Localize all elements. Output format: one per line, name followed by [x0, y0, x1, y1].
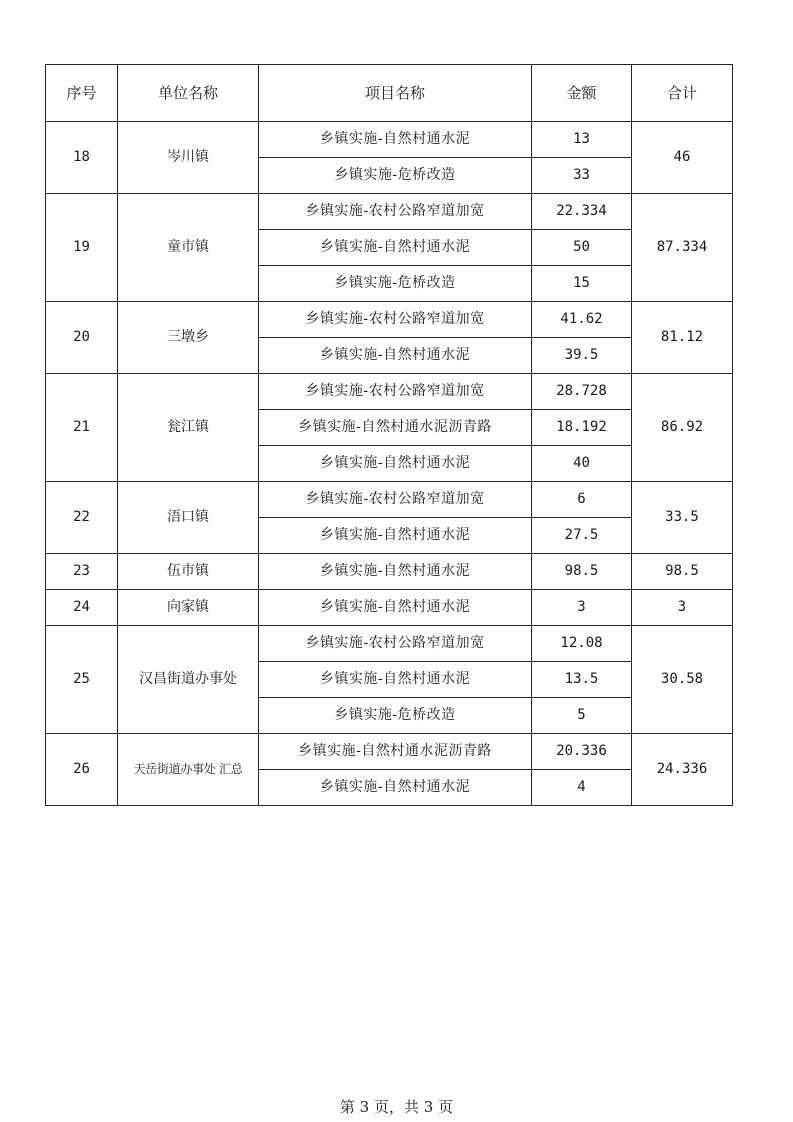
- unit-name-cell: 伍市镇: [118, 554, 259, 590]
- amount-cell: 4: [532, 770, 632, 806]
- header-total: 合计: [632, 65, 733, 122]
- amount-cell: 40: [532, 446, 632, 482]
- amount-cell: 3: [532, 590, 632, 626]
- total-cell: 24.336: [632, 734, 733, 806]
- amount-cell: 18.192: [532, 410, 632, 446]
- project-name-cell: 乡镇实施-自然村通水泥: [259, 518, 532, 554]
- total-cell: 46: [632, 122, 733, 194]
- seq-cell: 25: [46, 626, 118, 734]
- seq-cell: 18: [46, 122, 118, 194]
- project-name-cell: 乡镇实施-自然村通水泥: [259, 230, 532, 266]
- table-row: [46, 302, 733, 338]
- project-name-cell: 乡镇实施-农村公路窄道加宽: [259, 302, 532, 338]
- unit-name-cell: 岑川镇: [118, 122, 259, 194]
- seq-cell: 19: [46, 194, 118, 302]
- project-name-cell: 乡镇实施-自然村通水泥: [259, 662, 532, 698]
- unit-name-cell: 瓮江镇: [118, 374, 259, 482]
- amount-cell: 13.5: [532, 662, 632, 698]
- total-cell: 33.5: [632, 482, 733, 554]
- amount-cell: 20.336: [532, 734, 632, 770]
- unit-name-cell: 汉昌街道办事处: [118, 626, 259, 734]
- project-name-cell: 乡镇实施-农村公路窄道加宽: [259, 626, 532, 662]
- project-name-cell: 乡镇实施-农村公路窄道加宽: [259, 194, 532, 230]
- amount-cell: 12.08: [532, 626, 632, 662]
- project-name-cell: 乡镇实施-自然村通水泥: [259, 338, 532, 374]
- project-name-cell: 乡镇实施-自然村通水泥: [259, 554, 532, 590]
- funding-table: [45, 64, 733, 806]
- seq-cell: 24: [46, 590, 118, 626]
- unit-name-cell: 浯口镇: [118, 482, 259, 554]
- project-name-cell: 乡镇实施-自然村通水泥: [259, 770, 532, 806]
- amount-cell: 33: [532, 158, 632, 194]
- amount-cell: 41.62: [532, 302, 632, 338]
- project-name-cell: 乡镇实施-自然村通水泥沥青路: [259, 410, 532, 446]
- seq-cell: 20: [46, 302, 118, 374]
- project-name-cell: 乡镇实施-自然村通水泥: [259, 590, 532, 626]
- header-project: 项目名称: [259, 65, 532, 122]
- amount-cell: 13: [532, 122, 632, 158]
- project-name-cell: 乡镇实施-农村公路窄道加宽: [259, 374, 532, 410]
- table-row: [46, 194, 733, 230]
- seq-cell: 22: [46, 482, 118, 554]
- seq-cell: 21: [46, 374, 118, 482]
- unit-name-cell: 天岳街道办事处 汇总: [118, 734, 259, 806]
- table-body: [46, 122, 733, 806]
- amount-cell: 6: [532, 482, 632, 518]
- amount-cell: 5: [532, 698, 632, 734]
- total-cell: 86.92: [632, 374, 733, 482]
- amount-cell: 22.334: [532, 194, 632, 230]
- table-row: [46, 554, 733, 590]
- total-cell: 3: [632, 590, 733, 626]
- table-row: [46, 374, 733, 410]
- project-name-cell: 乡镇实施-农村公路窄道加宽: [259, 482, 532, 518]
- amount-cell: 39.5: [532, 338, 632, 374]
- table-row: [46, 590, 733, 626]
- seq-cell: 23: [46, 554, 118, 590]
- project-name-cell: 乡镇实施-自然村通水泥: [259, 446, 532, 482]
- project-name-cell: 乡镇实施-自然村通水泥: [259, 122, 532, 158]
- amount-cell: 15: [532, 266, 632, 302]
- table-row: [46, 482, 733, 518]
- project-name-cell: 乡镇实施-危桥改造: [259, 158, 532, 194]
- total-cell: 87.334: [632, 194, 733, 302]
- header-unit: 单位名称: [118, 65, 259, 122]
- amount-cell: 50: [532, 230, 632, 266]
- total-cell: 30.58: [632, 626, 733, 734]
- table-header-row: [46, 65, 733, 122]
- project-name-cell: 乡镇实施-危桥改造: [259, 698, 532, 734]
- total-cell: 98.5: [632, 554, 733, 590]
- unit-name-cell: 童市镇: [118, 194, 259, 302]
- seq-cell: 26: [46, 734, 118, 806]
- project-name-cell: 乡镇实施-危桥改造: [259, 266, 532, 302]
- project-name-cell: 乡镇实施-自然村通水泥沥青路: [259, 734, 532, 770]
- amount-cell: 27.5: [532, 518, 632, 554]
- header-amount: 金额: [532, 65, 632, 122]
- amount-cell: 98.5: [532, 554, 632, 590]
- page-footer: 第 3 页，共 3 页: [339, 1098, 454, 1116]
- total-cell: 81.12: [632, 302, 733, 374]
- unit-name-cell: 向家镇: [118, 590, 259, 626]
- table-row: [46, 122, 733, 158]
- amount-cell: 28.728: [532, 374, 632, 410]
- table-row: [46, 626, 733, 662]
- unit-name-cell: 三墩乡: [118, 302, 259, 374]
- header-seq: 序号: [46, 65, 118, 122]
- table-row: [46, 734, 733, 770]
